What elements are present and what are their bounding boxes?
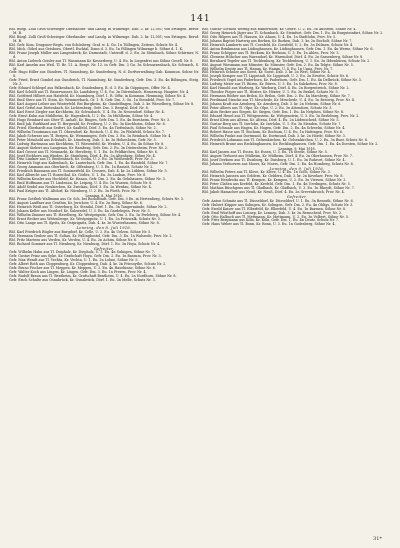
list-entry: Rbl. Franz Hendricks aus Tl. Kempen, Kr. Kempen, U. 2. Eu. 3n Viersen, Söhne Nr. 2. <box>202 178 347 183</box>
list-entry: Rbl. Heinrich Brune aus Recklinghausen, Kr. Recklinghausen, Gefr. Dm. 1. Eu. 4n Dorsten, Söhne Nr. 2. <box>202 141 379 146</box>
list-entry: Rbl. Franz Joseph Müller aus Langenbeck, Kr. Darmstadt, Unteroff. d. 2. Eu. 2n Steinbach, Söhne Schirmer, N. d. <box>9 50 199 59</box>
list-entry: Rbl. Franz Gottlieb Wallmann aus Gr. Sch. bei Rudolstadt. Gefr. Dm. 3 Eu. in Hertenberg, Schutz Nr. 3. <box>9 197 184 202</box>
list-entry: Rbl. August Lauffner aus Genthin, Kr. Jerichow, U. 4. Eu. 2n Burg, Söhne Nr. 6. <box>9 201 143 206</box>
date-line: Lenning, 9. Mai 1916. <box>278 146 316 151</box>
list-entry: Rbl. Wilhelm Kessler aus Hochfeld, Kr. Hanau, Gefr. Dm. 2. Eu. 4n Gelnhausen, Söhne Nr. 3. <box>9 177 166 182</box>
list-entry: Rbl. Karl Ernst Ziegler aus Kirchheim, Kr. Schwabach, U. 4. Eu. 3n Neuendorf. Söhne Nr. 4. <box>9 110 165 115</box>
list-entry: Rbl. Johann Verhoeven aus Moers, Kr. Moers, Gefr. Dm. 2. Eu. 4n Homberg, Schutz Nr. 6. <box>202 161 354 166</box>
list-entry: Gefr. Anton Schmitz aus Tl. Düsseldorf, Kr. Düsseldorf, U. 1. Eu. 3n Benrath, Söhne Nr. 6. <box>202 198 354 203</box>
list-entry: Rbl. Fritz Martens aus Verden, Kr. Verden, U. 4. Eu. 2n Achim, Söhne Nr. 6. <box>9 237 138 242</box>
list-entry: Rbl. Johann Baptist Hartwig aus Borken, Kr. Borken, Dab. 3. kr. 2n Bocholt, Söhne Nr. 7. <box>202 38 353 43</box>
list-entry: Rbl. Johann Kraft aus Arnsberg, Kr. Arnsberg, Dab. 3. kr. 2n Neheim, Söhne Nr. 6. <box>202 102 342 107</box>
list-entry: Rbl. Josef Derksen aus Tl. Duisburg, Kr. Duisburg, U. 1. Eu. 3n Ruhrort, Söhne Nr. 4. <box>202 157 346 162</box>
list-entry: Gefr. Bruno Fischer aus Tl. Meppen, Kr. Meppen, U. 2. Eu. 4n Haselünne, Söhne Nr. 6. <box>9 265 156 270</box>
list-entry: Rbl. Otto Lange aus Tl. Kyritz, Kr. Ostprignitz, Dab. 4. kr. 3n Wusterhausen, Söhne Nr. 8. <box>9 221 160 226</box>
list-entry: Rbl. Ernst Klein aus Altena, Kr. Altena, Dörf. 4. Eu. 2n Lüdenscheid, Söhne Nr. 5. <box>202 117 340 122</box>
list-entry: Rbl. Peter Albers aus Tl. Olpe, Kr. Olpe, U. 2. Eu. 3n Attendorn, Schutz Nr. 3. <box>202 106 333 111</box>
list-entry: Rbl. Heinrich Janssen aus Geldern, Kr. Geldern, Dab. 3. kr. 2n Kevelaer, Prov. Nr. 8. <box>202 174 344 179</box>
list-entry: Gefr. Hans Weber aus Tl. Bonn, Kr. Bonn, U. 3. Eu. 1n Godesberg, Söhne Nr. 4. <box>202 222 336 227</box>
section-heading: Gefreiter. <box>93 246 115 251</box>
list-entry: Rbl. Eduard Heuel aus Tl. Wittgenstein, Kr. Wittgenstein, U. 3. Eu. 1n Berleburg, Prov. Nr. 2. <box>202 113 360 118</box>
list-entry: Rbl. Mich. Göbel aus Geisborn, Obertl. Eschtal, Dann d. 3. Eu. 1n Pillingen Wilmenge b. Söhne d. 1. K. <box>9 46 184 51</box>
list-entry: Rbl. Hugo Reinhard aus Ober-Tl. Anhalt, Kr. Bingen, Gefr. Dm. 1. Eu. 4n Bornheim, Prov. Nr. 3. <box>9 117 171 122</box>
list-entry: Rbl. Mathias Büschgens aus Tl. Gladbach, Kr. Gladbach, U. 3. Eu. 1n Rheydt, Söhne Nr. 7. <box>202 186 355 191</box>
list-entry: Gefr. Hubert Küpper aus Solingen, Kr. Solingen, Gefr. Dm. 2. Eu. 4n Ohligs, Schutz Nr. 3. <box>202 202 354 207</box>
list-entry: Rbl. Anton Brinkmann aus Lüdinghausen, Kr. Lüdinghausen, Gefr. Dm. 1. Eu. 4n Werne, Söhne Nr. 6. <box>202 46 374 51</box>
list-entry: Rbl. Wilhelm Funke aus Dortmund, Kr. Dortmund, Dab. 3. kr. 2n Hörde, Söhne Nr. 3. <box>202 133 346 138</box>
list-entry: Gefr. Ernst Kuhn aus Mühlheim, Kr. Hagenbeck, U. 2. Eu. 3n Mühlheim, Söhne Nr. 4. <box>9 113 154 118</box>
list-entry: Rbl. Friedrich Vogel aus Paderborn, Kr. Paderborn, Gefr. Dm. 1. Eu. 4n Delbrück, Söhne Nr. 3. <box>202 78 362 83</box>
list-entry: Rbl. Clemens Hölscher aus Warendorf, Kr. Warendorf, Dörf. 4. Eu. 2n Sassenberg, Söhne Nr. 8. <box>202 54 364 59</box>
list-entry: Rbl. Karl August Leiber aus Winterfeld. Bei Burgheim, Kr. Gundelfingen, Dab. 2. kr. Wieselberg, Söhne Nr. 8. <box>9 102 195 107</box>
list-entry: Rbl. Paul Schmale aus Hagen, Kr. Hagen, Gefr. Dm. 2. Eu. 4n Schwelm, Söhne Nr. 4. <box>202 125 346 130</box>
list-entry: Gefr. Ewald Kaiser aus Tl. Elberfeld, Kr. Elberfeld, U. 4. Eu. 1n Barmen, Söhne Nr. 8. <box>202 206 347 211</box>
list-entry: Gefr. Fried. Ernst Gombel aus Gunderich, Tl. Naumburg, Kr. Sunderburg, Gefr. Dm. 3. Eu. 4n Böbingen, Steig. Nr. 3. <box>9 78 199 87</box>
list-entry: Rbl. Gottfried Hilbert aus Hatzfeld, Kr. Naumburg, Dörf. 1. R. Offiz. in Kommun. Hemming, Söhne Nr. 4. <box>9 94 187 99</box>
list-entry: Rbl. Wilhelm Trautmann aus Tl. Oberndorf, Kr. Rostock, U. 4. Eu. 2n Pfalzfeld, Schutz Nr. 7. <box>9 129 166 134</box>
list-entry: Kbl. Gefr. Kom. Dragoner-Regts. von Schönberg, Graf. w. 4. Gu. 1n Tüllingen, Zeitens. Schutz Nr. 4. <box>9 42 179 47</box>
list-entry: Rbl. Franz Schöpper aus Tl. Beckum, Kr. Beckum, U. 3. Eu. 1n Ahlen, Prov. Nr. 3. <box>202 50 340 55</box>
list-entry: Rbl. Emil Sterz aus Tl. Stein, Kr. Wemmerbach, Gr. 1. R. Gefr. Dm. 3. Gu. 1n Steinfeld, Prov. Nr. 7. <box>9 98 176 103</box>
section-heading: Gefreiter. <box>286 195 308 200</box>
list-entry: Rbl. Karl Gettel aus Dietenbach, Kr. Lichtenberg, Gefr. Dm. 3. Bergtal, Dörf. Nr. 8. <box>9 106 149 111</box>
list-entry: Gefr. Gustav Prinz aus Syke, Kr. Grafschaft Hoya, Gefr. Dm. 2. Eu. 1n Bassum, Prov. Nr. 3. <box>9 254 162 259</box>
list-entry: Rbl. Peter Meinhold aus Eckstadt, Kr. Lüneburg, Dab. 2. kr. 3n Hohenheim, Gefr. Nr. 5. <box>9 137 157 142</box>
list-entry: Gefr. Walter Koch aus Lingen, Kr. Lingen, Gefr. Dm. 3. Eu. 1n Freren, Prov. Nr. 4. <box>9 269 147 274</box>
list-entry: Rbl. Ludwig Meier aus Tl. Büren, Kr. Büren, U. 3. Eu. 1n Salzkotten, Prov. Nr. 8. <box>202 82 338 87</box>
list-entry: Rbl. Otto Lindner aus Tl. Breitenbach, Kr. Gotha, U. 2. Eu. 3n Weißenfels, Prov. Nr. 3. <box>9 157 154 162</box>
list-entry: Rbl. Richard Sommer aus Tl. Nienburg, Kr. Nienburg, Dörf. 1. Eu. 3n Hoya, Schutz Nr. 4. <box>9 241 161 246</box>
text-columns <box>9 28 392 548</box>
list-entry: Rbl. Ernst Becker aus Wittenberge, Kr. Westprignitz, U. 1. Eu. 2n Pritzwalk, Schutz Nr. 3. <box>9 217 161 222</box>
list-entry: Rbl. Jakob Schwarz aus Tl. Bergen, Kr. Wemmingen, Gefr. Dm. 3. Eu. 1n Reinbach. Söhne Nr. 4. <box>9 133 172 138</box>
list-entry: Gefr. Rudolf Braun aus Tl. Bentheim, Kr. Grafschaft Bentheim, U. 4. Eu. 2n Nordhorn, Söhne Nr. 8. <box>9 273 177 278</box>
list-entry: Rbl. Wilhelm Zimmer aus Tl. Havelberg, Kr. Westprignitz, Gefr. Dm. 2. Eu. 1n Perleberg, Söhne Nr. 4. <box>9 213 182 218</box>
list-entry: Rbl. Hermann Rüther aus Brilon, Kr. Brilon, Gefr. Dm. 2. Eu. 4n Marsberg, Söhne Nr. 7. <box>202 94 351 99</box>
list-entry: Gefr. Hugo Hiller aus Gündern, Tl. Naumburg, Kr. Sunderburg, N. d. Dorfverwaltung Gab. Kommun. Sohne Nr. 8. <box>9 70 199 79</box>
list-entry: Rbl. Alois Becker aus Siegen, Kr. Siegen, Gefr. Dm. 1. Eu. 4n Netphen, Söhne Nr. 8. <box>202 110 344 115</box>
list-entry: Rbl. Adolf Seidel aus Neukirchen, Kr. Zwickau, Dörf. 3. Eu. 2n Werdau, Söhne Nr. 4. <box>9 185 152 190</box>
list-entry: Rbl. Karl Anselm aus Weil. Tl. Br. 11. A. Bergt. Nr. 12. in Gefr. Dm. 3 Gu. 3n Schwarzenbach, Kr. Schwach, S. M. <box>9 62 199 71</box>
page-number: 141 <box>190 14 211 24</box>
list-entry: Rbl. Robert Hasse aus Tl. Bochum, Kr. Bochum, U. 4. Eu. 1n Hattingen, Prov. Nr. 6. <box>202 129 344 134</box>
list-entry: Rbl. Emil Jak. Burkhard aus Tl. Bergwald, Kr. Freiburg, U. 2. Eu. 3n Kirchheim, Söhne Nr. 6. <box>9 121 166 126</box>
list-entry: Rbl. Hermann Gruber aus Tl. Soltau, Kr. Fallingbostel, Gefr. Dm. 3. Eu. 1n Walsrode, Prov. Nr. 2. <box>9 233 173 238</box>
list-entry: Rbl. Anton Liebeck Geisler aus Tl. Wassmann Kr. Kesserberg, U. 4. Eu. In Liegenfrei aus Söhne Gesell. Nr. 8. <box>9 58 194 63</box>
list-entry: Rbl. Georg Ammann aus Oberkirch, Kr. Offenburg, U. 3. Eu. 1n Rastatt, Schutz Nr. 2. <box>9 165 154 170</box>
signature-mark: 31* <box>373 536 382 542</box>
list-entry: Rbl. Bernhard Tegeler aus Tl. Tecklenburg, Kr. Tecklenburg, U. 1. Eu. 3n Ibbenbüren, Schutz Nr. 2. <box>202 58 371 63</box>
list-entry: Rbl. Karl Hunold aus Warburg, Kr. Warburg, Dörf. 4. Eu. 2n Borgentreich, Söhne Nr. 2. <box>202 86 350 91</box>
list-entry: Gefr. Eduard Schlegel aus Falkenbach, Kr. Gnadenburg, R. d. 3. Eu. 4n Göppingen, Offer. Nr. 4. <box>9 86 171 91</box>
list-entry: Rbl. Ludwig Hartmann aus Kirchheim, Tl. Wiesenfeld, Kr. Weiden, U. 4. Eu. 4n Söhne Nr. 8. <box>9 141 165 146</box>
list-entry: Gefr. Wilhelm Hahn aus Tl. Diepholz, Kr. Diepholz, U. 3. Eu. 4n Sulingen, Söhne Nr. 7. <box>9 250 155 255</box>
date-line: Lenning, 8. Mai 1916. <box>85 194 123 199</box>
list-entry: Rbl. Friedrich Baumann aus Tl. Sommerfeld, Kr. Crossen, Dab. 4. kr. 2n Lübben, Söhne Nr. 5. <box>9 169 168 174</box>
list-entry: Gefr. Emil Wüsthoff aus Lennep, Kr. Lennep, Dab. 3. kr. 2n Remscheid, Prov. Nr. 2. <box>202 210 343 215</box>
section-heading: Lenning, den 8. Juli 1916. <box>76 226 132 231</box>
list-entry: Rbl. Ferdinand Stracke aus Tl. Meschede, Kr. Meschede, U. 4. Eu. 1n Bestwig, Prov. Nr. 4. <box>202 98 355 103</box>
list-entry: Rbl. August Siebert aus Langenau, Kr. Bamberg, Gefr. Dm. 2. Eu. 3n Dietersheim, Prov. Nr. 2. <box>9 145 168 150</box>
list-entry: Rbl. Friedrich Lohmann aus Tl. Gelsenkirchen, Kr. Gelsenkirchen, U. 2. Eu. 3n Buer, Schutz Nr. 8. <box>202 137 368 142</box>
list-entry: Gefr. Fritz Bergmann aus Köln, Kr. Köln, Gefr. Dm. 1. Eu. 4n Deutz, Schutz Nr. 7. <box>202 218 340 223</box>
list-entry: Rbl. Jakob Hamacher aus Neuß, Kr. Neuß, Dörf. 4. Eu. 2n Grevenbroich, Prov. Nr. 4. <box>202 190 345 195</box>
list-entry: Rbl. August Terhorst aus Mülheim, Kr. Mülheim, Dörf. 4. Eu. 2n Oberhausen, Prov. Nr. 7. <box>202 153 353 158</box>
list-entry: Rbl. Georg Heinrich Jäger aus Tl. Schonbach, Kr. Steinfurt, Gefr. Dm. 1. Eu. 4n Burgsteinfurt, Söhne Nr. 2. <box>202 30 384 35</box>
list-entry: Rbl. Karl Jansen aus Tl. Essen, Kr. Essen, U. 3. Eu. 1n Steele, Söhne Nr. 5. <box>202 150 328 154</box>
list-entry: Rbl. Heinrich Lamberts aus Tl. Coesfeld, Kr. Coesfeld, U. 2. Eu. 3n Dülmen, Schutz Nr. 4. <box>202 42 354 47</box>
list-entry: Rbl. Paul Krüger aus Tl. Altdorf, Kr. Nürnberg, U. 2. Eu. 3n Fürth, Prov. Nr. 7. <box>9 189 141 194</box>
list-entry: Rbl. Karl Schülli aus Tl. Bauerwasser, Kr. Landsberg, U. 4. Gu. 3n Dürrenbach. Hemerung. Haupter. Nr. 4. <box>9 90 190 95</box>
list-entry: Gefr. Albert Roth aus Cloppenburg, Kr. Cloppenburg, Dab. 4. kr. 3n Friesoythe, Schutz Nr. 2. <box>9 261 167 266</box>
list-entry: Rbl. Josef Eichhorn aus Winden, Kr. Steinheim, Dörf. 4. Eu. 2n Altenberg, Söhne Nr. 4. <box>9 153 156 158</box>
list-entry: Rbl. Fried. Eberhardt aus Seifert, Kr. Saalfeld, Dörf. 3. Eu. 4n Tiefenbach, Söhne Nr. 2. <box>9 125 157 130</box>
list-entry: Gefr. Max Wendt aus Tl. Vechta, Kr. Vechta, U. 1. Eu. 2n Lohne, Söhne Nr. 5. <box>9 258 139 263</box>
list-entry: Rbl. Emil Hoffmann aus Tl. Lindenau, Kr. Leipzig, U. 4. Eu. 1n Wurzen, Schutz Nr. 8. <box>9 181 153 186</box>
list-entry: Rbl. Heinrich Vogt aus Kaltenbach, Kr. Lauterbach, Gefr. Dm. 1. Eu. 4n Hainfeld, Söhne Nr. 7. <box>9 161 169 166</box>
right-column <box>202 28 392 548</box>
list-entry: Rbl. Karl Friedrich Rügler aus Burgdorf, Kr. Celle, U. 2. Eu. 4n Uelzen, Söhne Nr. 5. <box>9 229 152 234</box>
list-entry: Rbl. Joseph Kemper aus Tl. Lippstadt, Kr. Lippstadt, U. 2. Eu. 3n Erwitte, Schutz Nr. 6. <box>202 74 350 79</box>
list-entry: Rbl. Wilhelm Droste aus Tl. Hamm, Kr. Hamm, U. 4. Eu. 1n Unna, Prov. Nr. 7. <box>202 66 334 71</box>
list-entry: Gefr. Otto Halbach aus Tl. Mettmann, Kr. Mettmann, U. 2. Eu. 3n Velbert, Söhne Nr. 5. <box>202 214 349 219</box>
list-entry: Rbl. Karl Albrecht aus Tl. Rosenthal, Kr. Görlitz, U. 1. Eu. 3n Lauban, Prov. Nr. 6. <box>9 173 147 178</box>
list-entry: Rbl. Peter Claßen aus Krefeld, Kr. Krefeld, Gefr. Dm. 1. Eu. 4n Uerdingen, Schutz Nr. 5. <box>202 182 351 187</box>
left-column <box>9 28 199 548</box>
list-entry: Rbl. Karl Grosse aus Tl. Neumarkt, Kr. Herzberg, U. 1. Eu. 1n Feldkirchen, Söhne Nr. 6. <box>9 149 158 154</box>
list-entry: Rbl. Johann Keller aus Neudorf, Kr. Salzwedel, U. 3. Eu. 4n Gardelegen, Prov. Nr. 5. <box>9 209 151 214</box>
list-entry: Rbl. Heinrich Schulze aus Soest, Kr. Soest, Dab. 3. kr. 2n Werl, Söhne Nr. 4. <box>202 70 331 75</box>
list-entry: Rbl. Gustav Berg aus Tl. Iserlohn, Kr. Iserlohn, U. 1. Eu. 3n Menden, Schutz Nr. 7. <box>202 121 342 126</box>
list-entry: Rbl. Theodor Pieper aus Tl. Höxter, Kr. Höxter, U. 1. Eu. 3n Brakel, Schutz Nr. 5. <box>202 90 339 95</box>
list-entry: Rbl. Otto Hilgers aus Tl. Hausen, Kr. Ahaus, U. 4. Eu. 1n Stadtlohn, Prov. Nr. 5. <box>202 34 337 39</box>
list-entry: Rbl. Gustav Gottlieb Wernig aus Ramersdorf, Kr. Gehre. U. 2. Eu. 3n Ausstein. Söhne Nr. 4. <box>202 28 357 31</box>
list-entry: Rbl. Heinrich Weiß aus Tl. Osterburg, Kr. Stendal, Dörf. 1. Eu. 3n Tangermünde, Söhne Nr. 2. <box>9 205 168 210</box>
list-entry: Gefr. Erich Schulte aus Osnabrück, Kr. Osnabrück, Dörf. 1. Eu. 3n Melle, Schutz Nr. 3. <box>9 277 156 282</box>
list-entry: Rbl. Bürgl. Zolli Groß-Schwieger Oberlandes- und Landg. in Wilmenge. Dab. 2. kr. 12,001; von Ertingen. Beruf: M. B. <box>9 34 199 43</box>
list-entry: Rbl. August Wiesmann aus Münster, Kr. Münster, Gefr. Dm. 2. Eu. 4n Telgte, Söhne Nr. 5. <box>202 62 354 67</box>
list-entry: Rbl. Wilhelm Peters aus Tl. Kleve, Kr. Kleve, U. 4. Eu. 1n Goch, Söhne Nr. 3. <box>202 170 331 175</box>
section-heading: Lenning, den 9. Juli 1916. <box>269 166 325 171</box>
list-entry: Rbl. Bürgl. Zolli Groß-Schwieger Oberlandes- und Landg. in Wilmenge. Dab. 2. kr. 12,001; von Ertingen. Beruf: M. B. <box>9 28 199 35</box>
